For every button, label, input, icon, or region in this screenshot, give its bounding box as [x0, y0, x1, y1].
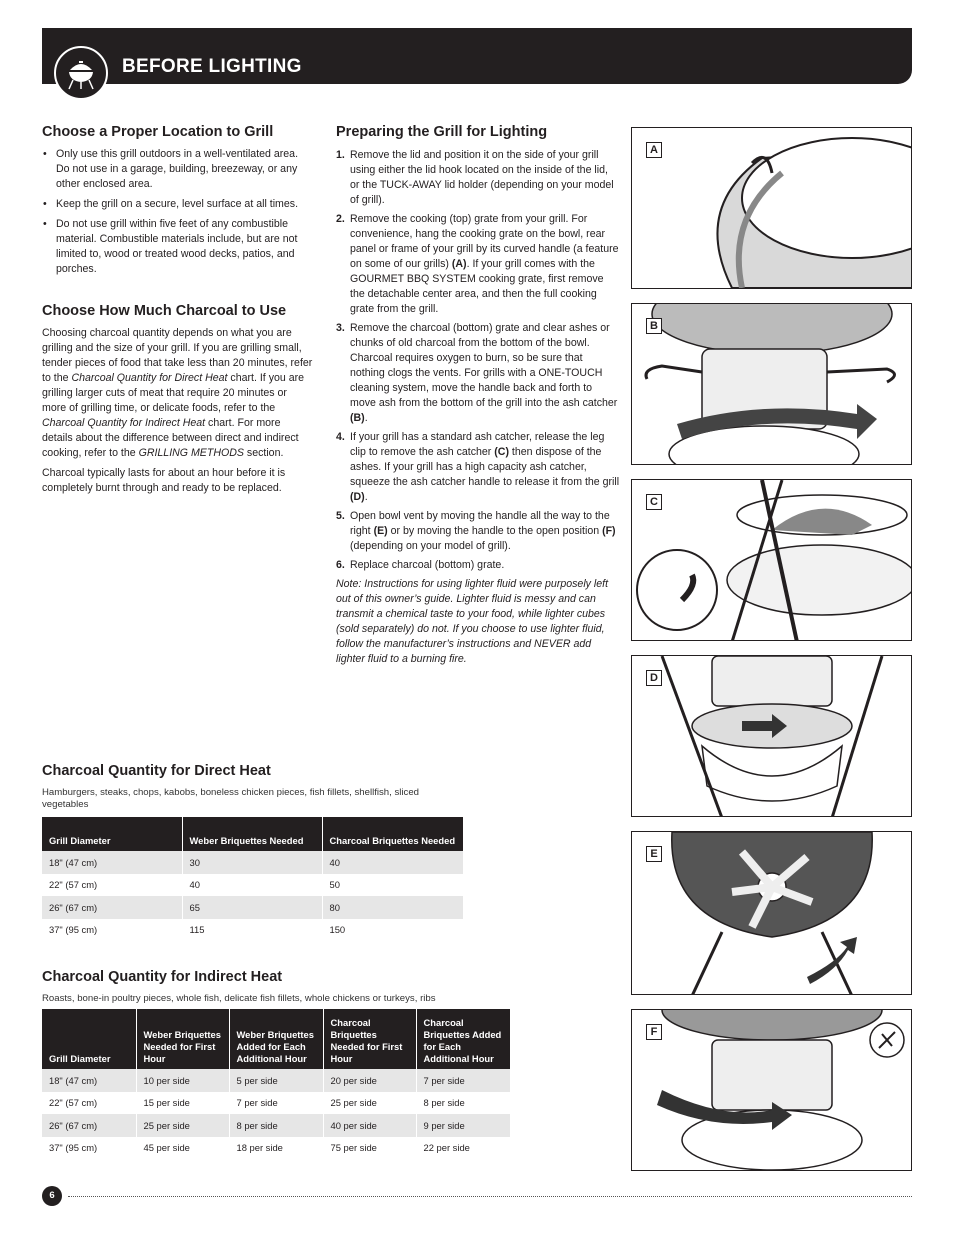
table-cell: 7 per side	[416, 1069, 510, 1092]
list-item: • Do not use grill within five feet of any combustible material. Combustible materials include, but are not limited to, wood or treated wood decks, patios, and porches.	[42, 217, 314, 277]
table-row	[42, 919, 463, 942]
direct-heat-table	[42, 817, 463, 941]
step-item: 3. Remove the charcoal (bottom) grate and clear ashes or chunks of old charcoal from the bottom of the bowl. Charcoal requires oxygen to burn, so be sure that nothing clogs the vents. For grills with a ONE-TOUCH cleaning system, move the handle back and forth to move ash from the bottom of the grill into the ash catcher (B).	[336, 322, 618, 424]
figure-d	[631, 655, 912, 817]
list-item: • Only use this grill outdoors in a well-ventilated area. Do not use in a garage, building, breezeway, or any other enclosed area.	[42, 147, 314, 192]
indirect-heat-subtitle: Roasts, bone-in poultry pieces, whole fish, delicate fish fillets, whole chickens or turkeys, ribs	[42, 993, 436, 1004]
step-list	[336, 148, 620, 573]
table-cell: 40 per side	[323, 1114, 416, 1137]
figure-a	[631, 127, 912, 289]
table-row	[42, 1137, 510, 1160]
table-cell: 22" (57 cm)	[49, 879, 98, 891]
indirect-heat-heading: Charcoal Quantity for Indirect Heat	[42, 969, 283, 985]
table-cell: 45 per side	[136, 1137, 229, 1160]
figure-label: B	[646, 318, 662, 334]
high-capacity-ash-catcher-illustration	[632, 656, 912, 817]
table-cell: 7 per side	[229, 1092, 323, 1115]
step-item: 4. If your grill has a standard ash catcher, release the leg clip to remove the ash catcher (C) then dispose of the ashes. If your grill has a high capacity ash catcher, squeeze the ash catcher handle to release it from the grill (D).	[336, 431, 620, 503]
table-cell: 75 per side	[323, 1137, 416, 1160]
table-header-cell: Grill Diameter	[42, 1009, 136, 1069]
page-title: BEFORE LIGHTING	[122, 56, 302, 77]
figure-label: E	[646, 846, 662, 862]
table-cell: 26" (67 cm)	[42, 896, 182, 919]
figure-f	[631, 1009, 912, 1171]
table-cell: 25 per side	[136, 1114, 229, 1137]
table-cell: 37" (95 cm)	[49, 924, 98, 936]
vent-handle-open-illustration	[632, 1010, 912, 1171]
figure-b	[631, 303, 912, 465]
table-cell: 22 per side	[416, 1137, 510, 1160]
table-cell: 5 per side	[229, 1069, 323, 1092]
list-item: • Keep the grill on a secure, level surface at all times.	[42, 197, 314, 212]
step-item: 6. Replace charcoal (bottom) grate.	[336, 559, 505, 571]
table-header-row	[42, 1009, 510, 1069]
table-cell: 20 per side	[323, 1069, 416, 1092]
preparing-body	[336, 148, 620, 667]
step-item: 5. Open bowl vent by moving the handle all the way to the right (E) or by moving the handle to the open position (F) (depending on your model of grill).	[336, 510, 616, 552]
location-bullet-list	[42, 147, 314, 282]
charcoal-amount-heading: Choose How Much Charcoal to Use	[42, 303, 287, 319]
table-cell: 18" (47 cm)	[42, 851, 182, 874]
table-header-cell: Weber Briquettes Added for Each Additional Hour	[229, 1009, 323, 1069]
table-cell: 9 per side	[416, 1114, 510, 1137]
table-header-cell: Weber Briquettes Needed	[182, 817, 322, 851]
table-cell: 10 per side	[136, 1069, 229, 1092]
direct-heat-subtitle: Hamburgers, steaks, chops, kabobs, boneless chicken pieces, fish fillets, shellfish, sliced vegetables	[42, 787, 419, 810]
table-cell: 115	[182, 919, 322, 942]
table-cell: 18 per side	[229, 1137, 323, 1160]
table-cell: 50	[322, 874, 463, 897]
table-cell: 22" (57 cm)	[49, 1097, 98, 1109]
lid-hook-illustration	[632, 128, 912, 289]
table-cell: 8 per side	[229, 1114, 323, 1137]
indirect-heat-table	[42, 1009, 510, 1159]
figure-label: D	[646, 670, 662, 686]
table-cell: 150	[322, 919, 463, 942]
table-header-cell: Grill Diameter	[42, 817, 182, 851]
page-number: 6	[42, 1186, 62, 1206]
charcoal-amount-body	[42, 326, 314, 501]
bowl-vent-open-illustration	[632, 832, 912, 995]
figure-label: C	[646, 494, 662, 510]
table-cell: 40	[182, 874, 322, 897]
table-header-cell: Charcoal Briquettes Added for Each Additional Hour	[416, 1009, 510, 1069]
figure-e	[631, 831, 912, 995]
preparing-heading: Preparing the Grill for Lighting	[336, 124, 548, 140]
table-cell: 40	[322, 851, 463, 874]
figure-label: A	[646, 142, 662, 158]
location-heading: Choose a Proper Location to Grill	[42, 124, 274, 140]
table-header-cell: Charcoal Briquettes Needed for First Hour	[323, 1009, 416, 1069]
table-header-row	[42, 817, 463, 851]
table-cell: 8 per side	[416, 1092, 510, 1115]
step-item: 1. Remove the lid and position it on the side of your grill using either the lid hook located on the inside of the lid, or the TUCK-AWAY lid holder (depending on your model of grill).	[336, 149, 614, 206]
ash-catcher-release-illustration	[632, 480, 912, 641]
table-row	[42, 896, 463, 919]
table-cell: 80	[322, 896, 463, 919]
table-row	[42, 851, 463, 874]
footer-dotted-rule	[68, 1196, 912, 1197]
table-header-cell: Charcoal Briquettes Needed	[322, 817, 463, 851]
paragraph: Choosing charcoal quantity depends on what you are grilling and the size of your grill. If you are grilling small, tender pieces of food that take less than 20 minutes, refer to the Charcoal Quantity for Direct Heat chart. If you are grilling larger cuts of meat that require 20 minutes or more of grilling time, or delicate foods, refer to the Charcoal Quantity for Indirect Heat chart. For more details about the difference between direct and indirect cooking, refer to the GRILLING METHODS section.	[42, 327, 313, 459]
table-row	[42, 1114, 510, 1137]
table-row	[42, 1069, 510, 1092]
direct-heat-heading: Charcoal Quantity for Direct Heat	[42, 763, 271, 779]
lighter-fluid-note: Note: Instructions for using lighter fluid were purposely left out of this owner’s guide. Lighter fluid is messy and can transmit a chemical taste to your food, while lighter cubes (sold separately) do not. If you choose to use lighter fluid, follow the manufacturer’s instructions and NEVER add lighter fluid to a burning fire.	[336, 578, 609, 665]
table-cell: 65	[182, 896, 322, 919]
step-item: 2. Remove the cooking (top) grate from your grill. For convenience, hang the cooking grate on the bowl, rear panel or frame of your grill by its curved handle (a feature on some of our grills) (A). If your grill comes with the GOURMET BBQ SYSTEM cooking grate, first remove the detachable center area, and then the full cooking grate from the grill.	[336, 213, 619, 315]
figure-label: F	[646, 1024, 662, 1040]
table-cell: 37" (95 cm)	[49, 1142, 98, 1154]
table-row	[42, 1092, 510, 1115]
paragraph: Charcoal typically lasts for about an hour before it is completely burnt through and ready to be replaced.	[42, 467, 286, 494]
table-row	[42, 874, 463, 897]
weber-kettle-grill-icon	[54, 46, 108, 100]
table-cell: 25 per side	[323, 1092, 416, 1115]
table-header-cell: Weber Briquettes Needed for First Hour	[136, 1009, 229, 1069]
table-cell: 15 per side	[136, 1092, 229, 1115]
one-touch-cleaning-illustration	[632, 304, 912, 465]
table-cell: 26" (67 cm)	[42, 1114, 136, 1137]
figure-c	[631, 479, 912, 641]
table-cell: 30	[182, 851, 322, 874]
table-cell: 18" (47 cm)	[42, 1069, 136, 1092]
